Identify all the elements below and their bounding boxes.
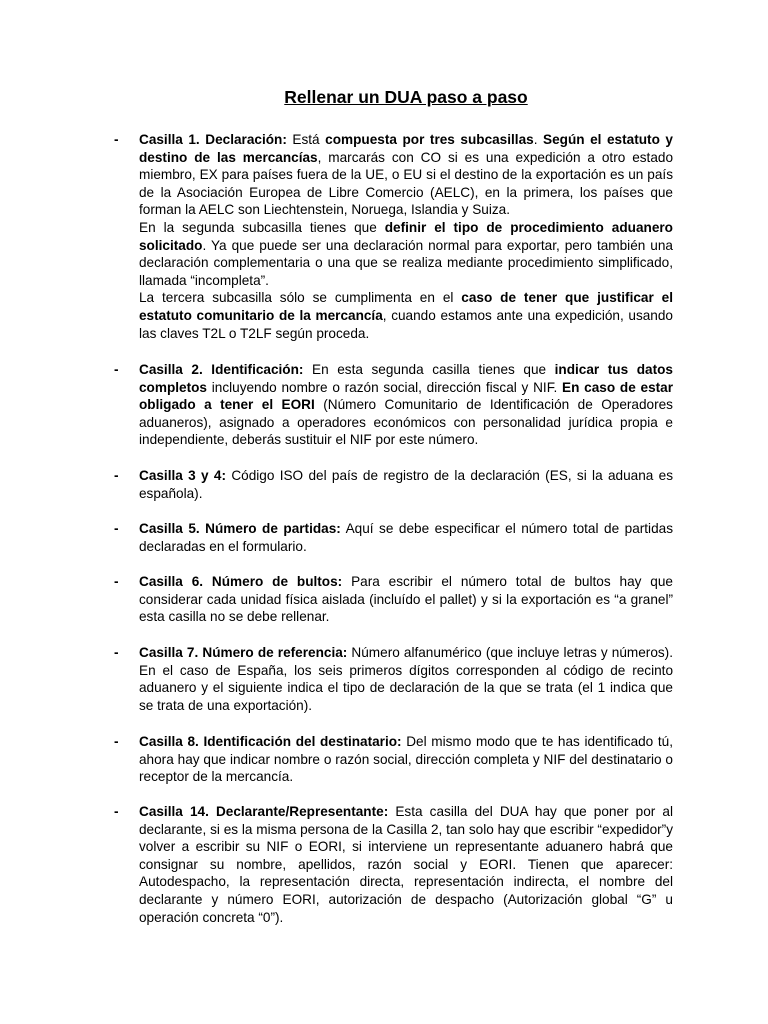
- paragraph: [139, 131, 673, 219]
- text-run: , cuando estamos ante una expedición, usando las claves T2L o T2LF según proceda.: [139, 307, 673, 341]
- bullet-dash: -: [114, 468, 119, 483]
- text-run: En esta segunda casilla tienes que: [303, 362, 555, 377]
- bold-text: definir el tipo de procedimiento aduanero solicitado: [139, 219, 673, 253]
- bold-text: Según el estatuto y destino de las mercancías: [139, 132, 673, 165]
- item-body: [139, 644, 673, 714]
- item-body: [139, 733, 673, 786]
- text-run: Esta casilla del DUA hay que poner por al declarante, si es la misma persona de la Casilla 2, tan solo hay que escribir “expedidor”y volver a escribir su NIF o EORI, si interviene un representante aduanero habrá que consignar su nombre, apellidos, razón social y EORI. Tienen que aparecer: Autodespacho, la representación directa, representación indirecta, el nombre del declarante y número EORI, autorización de despacho (Autorización global “G” u operación concreta “0”).: [139, 804, 674, 925]
- paragraph: [139, 219, 673, 289]
- paragraph: [139, 520, 673, 555]
- bullet-dash: -: [114, 645, 119, 660]
- item-body: [139, 467, 673, 502]
- bold-text: compuesta por tres subcasillas: [325, 132, 534, 147]
- text-run: Está: [286, 132, 326, 147]
- text-run: En la segunda subcasilla tienes que: [139, 219, 385, 235]
- item-body: [139, 131, 673, 342]
- bold-text: En caso de estar obligado a tener el EORI: [139, 379, 674, 413]
- bullet-dash: -: [114, 132, 119, 147]
- text-run: Del mismo modo que te has identificado tú, ahora hay que indicar nombre o razón social, dirección completa y NIF del destinatario o receptor de la mercancía.: [139, 734, 674, 785]
- bold-text: indicar tus datos completos: [139, 362, 673, 395]
- paragraph: [139, 573, 673, 626]
- bold-text: Casilla 7. Número de referencia:: [139, 645, 348, 660]
- text-run: Número alfanumérico (que incluye letras y números). En el caso de España, los seis primeros dígitos corresponden al código de recinto aduanero y el siguiente indica el tipo de declaración de la que se trata (el 1 indica que se trata de una exportación).: [139, 645, 673, 713]
- bullet-dash: -: [114, 804, 119, 819]
- text-run: Para escribir el número total de bultos hay que considerar cada unidad física aislada (incluído el pallet) y si la exportación es “a granel” esta casilla no se debe rellenar.: [139, 574, 673, 625]
- item-body: [139, 520, 673, 555]
- document-title: Rellenar un DUA paso a paso: [284, 87, 528, 107]
- item-body: [139, 803, 673, 926]
- item-body: [139, 361, 673, 449]
- text-run: Código ISO del país de registro de la declaración (ES, si la aduana es española).: [139, 468, 673, 501]
- text-run: . Ya que puede ser una declaración normal para exportar, pero también una declaración complementaria o una que se realiza mediante procedimiento simplificado, llamada “incompleta”.: [139, 237, 673, 288]
- paragraph: [139, 803, 673, 926]
- paragraph: [139, 361, 673, 449]
- bold-text: Casilla 3 y 4:: [139, 468, 226, 483]
- paragraph: [139, 289, 673, 342]
- bullet-dash: -: [114, 362, 119, 377]
- text-run: Aquí se debe especificar el número total de partidas declaradas en el formulario.: [139, 521, 673, 554]
- text-run: .: [533, 132, 544, 147]
- bold-text: Casilla 6. Número de bultos:: [139, 574, 343, 589]
- bold-text: Casilla 8. Identificación del destinatario:: [139, 734, 402, 749]
- item-body: [139, 573, 673, 626]
- text-run: (Número Comunitario de Identificación de Operadores aduaneros), asignado a operadores económicos con personalidad jurídica propia e independiente, deberás sustituir el NIF por este número.: [139, 397, 673, 448]
- bold-text: Casilla 1. Declaración:: [139, 132, 287, 147]
- bullet-dash: -: [114, 521, 119, 536]
- bullet-dash: -: [114, 574, 119, 589]
- text-run: La tercera subcasilla sólo se cumplimenta en el: [139, 290, 462, 306]
- paragraph: [139, 733, 673, 786]
- paragraph: [139, 467, 673, 502]
- text-run: incluyendo nombre o razón social, dirección fiscal y NIF.: [206, 379, 563, 395]
- bold-text: Casilla 14. Declarante/Representante:: [139, 804, 389, 819]
- text-run: , marcarás con CO si es una expedición a otro estado miembro, EX para países fuera de la UE, o EU si el destino de la exportación es un país de la Asociación Europea de Libre Comercio (AELC), en la primera, los países que forman la AELC son Liechtenstein, Noruega, Islandia y Suiza.: [139, 149, 674, 218]
- paragraph: [139, 644, 673, 714]
- bold-text: Casilla 2. Identificación:: [139, 362, 304, 377]
- bold-text: caso de tener que justificar el estatuto comunitario de la mercancía: [139, 290, 673, 323]
- bullet-dash: -: [114, 734, 119, 749]
- bold-text: Casilla 5. Número de partidas:: [139, 521, 341, 536]
